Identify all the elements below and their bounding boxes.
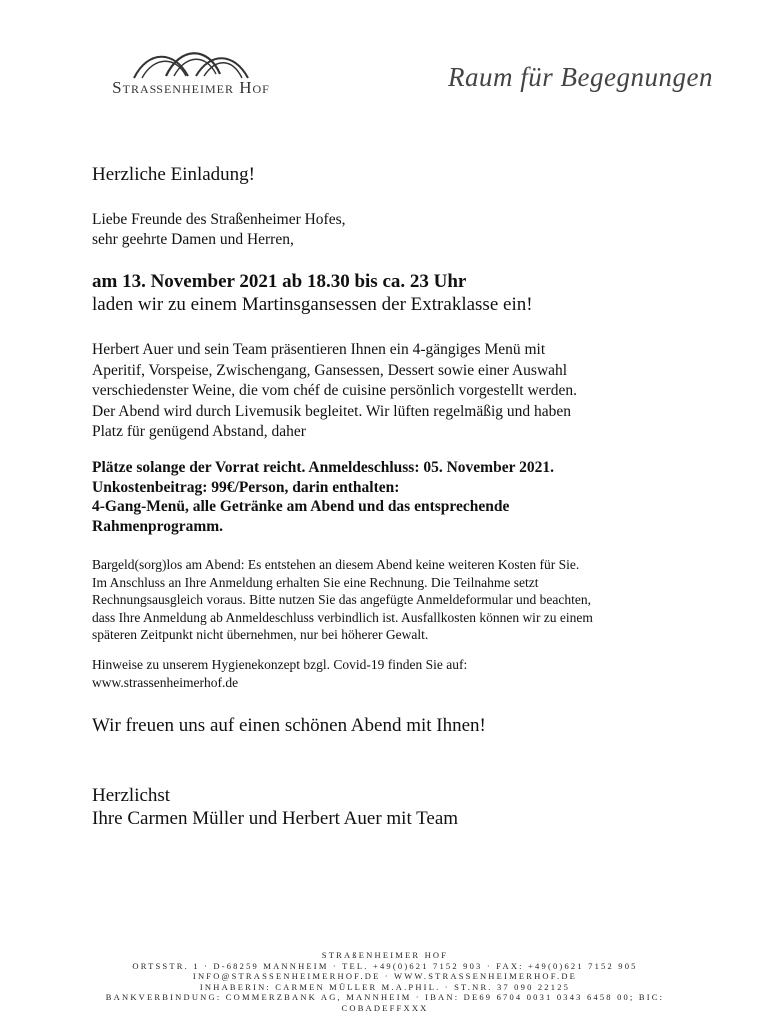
payment-line: Rechnungsausgleich voraus. Bitte nutzen Sie das angefügte Anmeldeformular und beachten,: [92, 592, 591, 607]
footer: [60, 950, 710, 1013]
intro-line: Platz für genügend Abstand, daher: [92, 423, 306, 440]
hygiene-line: Hinweise zu unserem Hygienekonzept bzgl. Covid-19 finden Sie auf:: [92, 657, 468, 672]
footer-line: ORTSSTR. 1 · D-68259 MANNHEIM · TEL. +49(0)621 7152 903 · FAX: +49(0)621 7152 905: [132, 960, 638, 971]
letter-title: Herzliche Einladung!: [92, 164, 256, 185]
intro-line: Der Abend wird durch Livemusik begleitet. Wir lüften regelmäßig und haben: [92, 402, 572, 420]
footer-line: INFO@STRASSENHEIMERHOF.DE · WWW.STRASSENHEIMERHOF.DE: [192, 971, 578, 981]
payment-line: dass Ihre Anmeldung ab Anmeldeschluss verbindlich ist. Ausfallkosten können wir zu einem: [92, 609, 593, 625]
hygiene-note: [92, 656, 467, 691]
footer-line: BANKVERBINDUNG: COMMERZBANK AG, MANNHEIM · IBAN: DE69 6704 0031 0343 6458 00; BIC:: [105, 992, 665, 1002]
signature: [92, 784, 458, 830]
tagline: Raum für Begegnungen: [448, 62, 713, 92]
footer-line: INHABERIN: CARMEN MÜLLER M.A.PHIL. · ST.NR. 37 090 22125: [199, 981, 571, 992]
intro-line: Aperitif, Vorspeise, Zwischengang, Gansessen, Dessert sowie einer Auswahl: [92, 361, 568, 379]
salutation: [92, 210, 346, 250]
event-date: am 13. November 2021 ab 18.30 bis ca. 23 Uhr: [92, 271, 467, 292]
website-link[interactable]: www.strassenheimerhof.de: [92, 674, 239, 690]
intro-line: Herbert Auer und sein Team präsentieren Ihnen ein 4-gängiges Menü mit: [92, 341, 546, 358]
payment-line: späteren Zeitpunkt nicht übernehmen, nur bei höherer Gewalt.: [92, 627, 429, 642]
roof-arches-icon: [126, 46, 256, 80]
closing-line: Wir freuen uns auf einen schönen Abend mit Ihnen!: [92, 715, 486, 736]
booking-details: [92, 458, 554, 536]
sign-names: Ihre Carmen Müller und Herbert Auer mit Team: [92, 808, 459, 829]
intro-paragraph: [92, 340, 577, 443]
booking-line: 4-Gang-Menü, alle Getränke am Abend und das entsprechende: [92, 498, 510, 515]
footer-line: STRAßENHEIMER HOF: [321, 950, 449, 960]
payment-info: [92, 556, 593, 644]
booking-line: Rahmenprogramm.: [92, 517, 224, 535]
sign-greeting: Herzlichst: [92, 785, 171, 806]
hotel-logo: [96, 40, 286, 110]
booking-line: Plätze solange der Vorrat reicht. Anmeldeschluss: 05. November 2021.: [92, 459, 554, 476]
salutation-line: Liebe Freunde des Straßenheimer Hofes,: [92, 211, 346, 228]
salutation-line: sehr geehrte Damen und Herren,: [92, 231, 294, 248]
footer-line: COBADEFFXXX: [341, 1002, 429, 1013]
intro-line: verschiedenster Weine, die vom chéf de cuisine persönlich vorgestellt werden.: [92, 382, 577, 399]
invite-line: laden wir zu einem Martinsgansessen der Extraklasse ein!: [92, 294, 533, 315]
logo-text: Straßenheimer Hof: [112, 78, 270, 97]
payment-line: Bargeld(sorg)los am Abend: Es entstehen an diesem Abend keine weiteren Kosten für Sie.: [92, 557, 580, 572]
payment-line: Im Anschluss an Ihre Anmeldung erhalten Sie eine Rechnung. Die Teilnahme setzt: [92, 574, 539, 590]
booking-line: Unkostenbeitrag: 99€/Person, darin enthalten:: [92, 478, 400, 496]
